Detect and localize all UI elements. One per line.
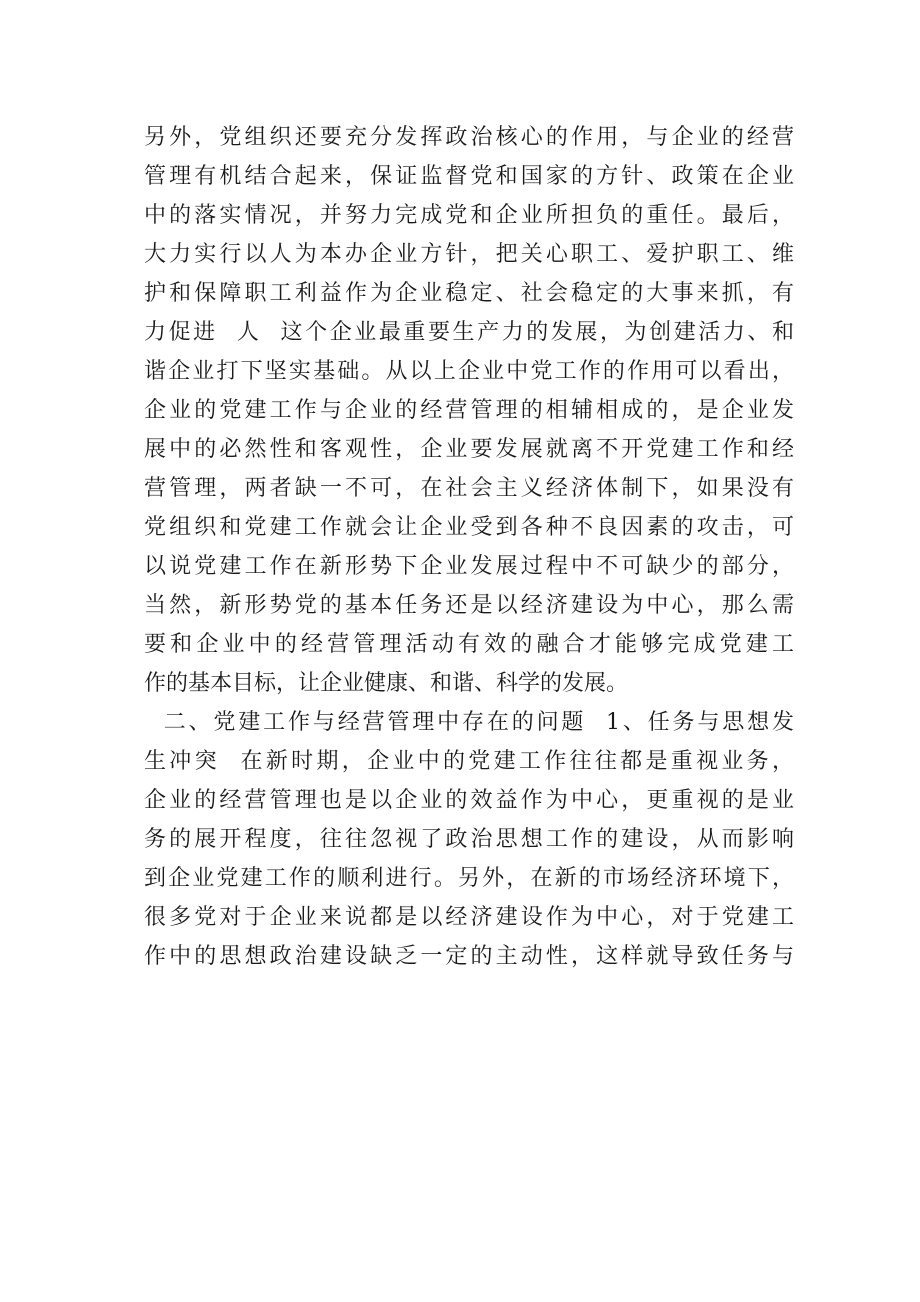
text-line: 作的基本目标，让企业健康、和谐、科学的发展。 (144, 671, 629, 696)
text-line: 要和企业中的经营管理活动有效的融合才能够完成党建工 (144, 632, 794, 657)
text-line: 当然，新形势党的基本任务还是以经济建设为中心，那么需 (144, 593, 794, 618)
text-line: 很多党对于企业来说都是以经济建设作为中心，对于党建工 (144, 905, 794, 930)
text-line: 务的展开程度，往往忽视了政治思想工作的建设，从而影响 (144, 827, 794, 852)
text-line: 党组织和党建工作就会让企业受到各种不良因素的攻击，可 (144, 515, 794, 540)
text-line: 以说党建工作在新形势下企业发展过程中不可缺少的部分， (144, 554, 794, 579)
text-line: 谐企业打下坚实基础。从以上企业中党工作的作用可以看出， (144, 359, 794, 384)
text-line: 生冲突 在新时期，企业中的党建工作往往都是重视业务， (144, 749, 794, 774)
body-text (144, 118, 794, 976)
text-line: 到企业党建工作的顺利进行。另外，在新的市场经济环境下， (144, 866, 794, 891)
text-line: 中的落实情况，并努力完成党和企业所担负的重任。最后， (144, 203, 794, 228)
text-line: 管理有机结合起来，保证监督党和国家的方针、政策在企业 (144, 164, 794, 189)
text-line: 展中的必然性和客观性，企业要发展就离不开党建工作和经 (144, 437, 794, 462)
text-line: 企业的党建工作与企业的经营管理的相辅相成的，是企业发 (144, 398, 794, 423)
paragraph-2 (144, 703, 794, 976)
paragraph-1 (144, 118, 794, 703)
text-line: 营管理，两者缺一不可，在社会主义经济体制下，如果没有 (144, 476, 794, 501)
text-line: 力促进 人 这个企业最重要生产力的发展，为创建活力、和 (144, 320, 794, 345)
text-line: 作中的思想政治建设缺乏一定的主动性，这样就导致任务与 (144, 944, 794, 969)
text-line: 二、党建工作与经营管理中存在的问题 1、任务与思想发 (144, 710, 794, 735)
text-line: 护和保障职工利益作为企业稳定、社会稳定的大事来抓，有 (144, 281, 794, 306)
text-line: 另外，党组织还要充分发挥政治核心的作用，与企业的经营 (144, 125, 794, 150)
text-line: 大力实行以人为本办企业方针，把关心职工、爱护职工、维 (144, 242, 794, 267)
text-line: 企业的经营管理也是以企业的效益作为中心，更重视的是业 (144, 788, 794, 813)
